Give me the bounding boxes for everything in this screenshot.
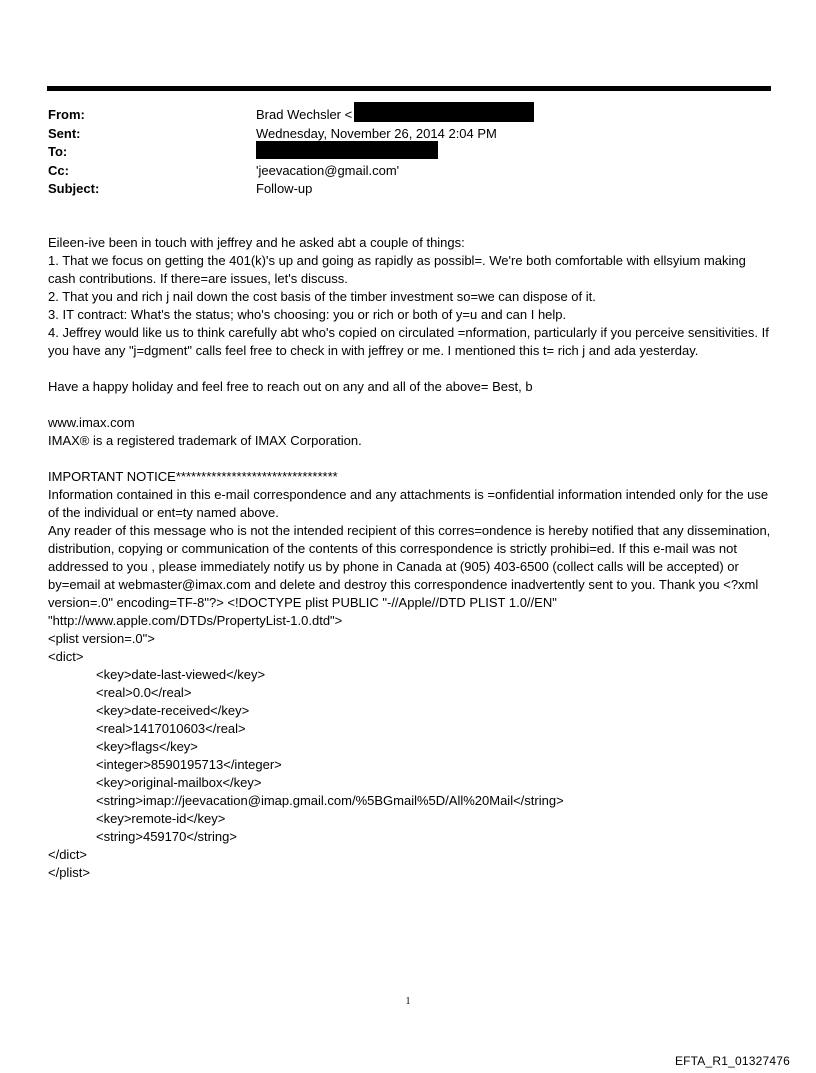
closing-line: Have a happy holiday and feel free to reach out on any and all of the above= Best, b (48, 379, 533, 394)
plist-entry: <key>date-last-viewed</key> (96, 667, 266, 682)
email-body (48, 234, 776, 882)
cc-label: Cc: (48, 162, 69, 178)
plist-entry: <real>1417010603</real> (96, 721, 246, 736)
plist-entry: <key>original-mailbox</key> (96, 775, 262, 790)
plist-entry: <real>0.0</real> (96, 685, 192, 700)
subject-value: Follow-up (256, 181, 313, 196)
email-header (48, 106, 768, 199)
sent-value: Wednesday, November 26, 2014 2:04 PM (256, 125, 497, 141)
redaction-box (256, 141, 438, 159)
dict-open: <dict> (48, 649, 84, 664)
sent-label: Sent: (48, 125, 81, 141)
plist-entry: <key>flags</key> (96, 739, 198, 754)
body-line: 4. Jeffrey would like us to think carefully abt who's copied on circulated =nformation, particularly if you perceive sensitivities. If you have any "j=dgment" calls feel free to check in with jeffrey or me. I mentioned this t= rich j and ada yesterday. (48, 325, 769, 358)
redaction-box (354, 102, 534, 122)
notice-title: IMPORTANT NOTICE******************************** (48, 469, 338, 484)
dict-close: </dict> (48, 847, 88, 862)
website-text: www.imax.com (48, 415, 135, 430)
cc-row (48, 162, 768, 181)
body-line: 3. IT contract: What's the status; who's choosing: you or rich or both of y=u and can I help. (48, 307, 567, 322)
plist-entry: <integer>8590195713</integer> (96, 757, 282, 772)
page-number: 1 (405, 996, 411, 1007)
plist-open: <plist version=.0"> (48, 631, 155, 646)
header-divider (47, 86, 771, 91)
notice-paragraph: Information contained in this e-mail correspondence and any attachments is =onfidential information intended only for the use of the individual or ent=ty named above. (48, 487, 769, 520)
to-label: To: (48, 144, 68, 159)
plist-entry: <key>remote-id</key> (96, 811, 226, 826)
cc-value: 'jeevacation@gmail.com' (256, 162, 400, 178)
from-label: From: (48, 107, 85, 122)
plist-entry: <string>459170</string> (96, 829, 237, 844)
subject-label: Subject: (48, 181, 100, 196)
body-line: 2. That you and rich j nail down the cost basis of the timber investment so=we can dispose of it. (48, 289, 596, 304)
trademark-text: IMAX® is a registered trademark of IMAX Corporation. (48, 433, 362, 448)
to-row (48, 143, 768, 162)
body-line: 1. That we focus on getting the 401(k)'s up and going as rapidly as possibl=. We're both comfortable with ellsyium making cash contributions. If there=are issues, let's discuss. (48, 253, 746, 286)
document-id: EFTA_R1_01327476 (674, 1054, 790, 1068)
plist-entry: <string>imap://jeevacation@imap.gmail.com/%5BGmail%5D/All%20Mail</string> (96, 793, 564, 808)
sender-name: Brad Wechsler < (256, 107, 353, 122)
from-value (256, 106, 534, 125)
plist-entry: <key>date-received</key> (96, 703, 250, 718)
from-row (48, 106, 768, 125)
subject-row (48, 180, 768, 199)
notice-paragraph: Any reader of this message who is not the intended recipient of this corres=ondence is hereby notified that any dissemination, distribution, copying or communication of the contents of this correspondence is strictly prohibi=ed. If this e-mail was not addressed to you , please immediately notify us by phone in Canada at (905) 403-6500 (collect calls will be accepted) or by=email at webmaster@imax.com and delete and destroy this correspondence inadvertently sent to you. Thank you <?xml version=.0" encoding=TF-8"?> <!DOCTYPE plist PUBLIC "-//Apple//DTD PLIST 1.0//EN" "http://www.apple.com/DTDs/PropertyList-1.0.dtd"> (48, 523, 771, 628)
body-line: Eileen-ive been in touch with jeffrey and he asked abt a couple of things: (48, 235, 465, 250)
plist-close: </plist> (48, 865, 90, 880)
to-value (256, 143, 438, 162)
